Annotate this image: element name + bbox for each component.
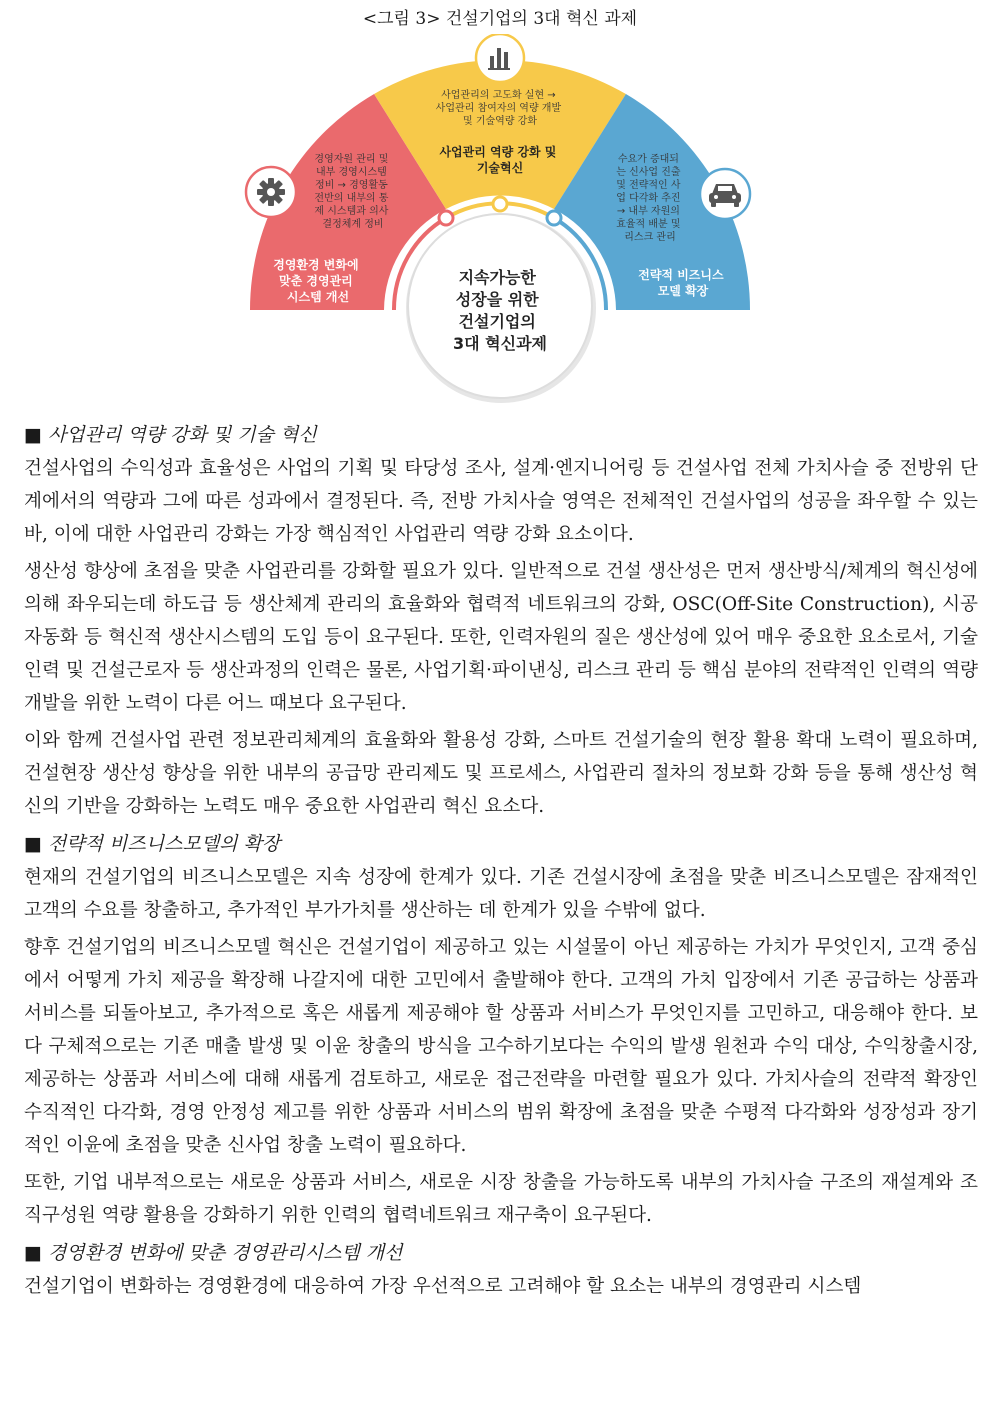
section-business-model <box>24 827 978 1232</box>
paragraph: 건설사업의 수익성과 효율성은 사업의 기획 및 타당성 조사, 설계·엔지니어링 등 건설사업 전체 가치사슬 중 전방위 단계에서의 역량과 그에 따른 성과에서 결정된다. 즉, 전방 가치사슬 영역은 전체적인 건설사업의 성공을 좌우할 수 있는바, 이에 대한 사업관리 강화는 가장 핵심적인 사업관리 역량 강화 요소이다. <box>24 458 979 545</box>
ring-dot-red <box>439 211 453 225</box>
title-line: 경영환경 변화에 <box>273 258 359 272</box>
innovation-diagram <box>240 34 760 404</box>
title-line: 시스템 개선 <box>286 290 350 304</box>
center-line: 성장을 위한 <box>455 290 539 309</box>
desc-line: 경영자원 관리 및 <box>314 154 389 165</box>
innovation-diagram-svg <box>240 34 760 404</box>
section-heading <box>24 418 978 452</box>
heading-marker: ■ <box>24 424 42 446</box>
desc-line: 전반의 내부의 통 <box>314 193 389 204</box>
article-body <box>24 418 978 1307</box>
section-heading <box>24 827 978 861</box>
desc-line: 정비 → 경영활동 <box>315 180 388 191</box>
heading-text: 전략적 비즈니스모델의 확장 <box>47 833 281 855</box>
heading-marker: ■ <box>24 1242 42 1264</box>
paragraph: 또한, 기업 내부적으로는 새로운 상품과 서비스, 새로운 시장 창출을 가능하도록 내부의 가치사슬 구조의 재설계와 조직구성원 역량 활용을 강화하기 위한 인력의 협력네트워크 재구축이 요구된다. <box>24 1172 978 1226</box>
ring-dot-blue <box>547 211 561 225</box>
desc-line: 결정체계 정비 <box>322 219 384 230</box>
desc-line: 사업관리 참여자의 역량 개발 <box>435 103 562 114</box>
figure-caption: <그림 3> 건설기업의 3대 혁신 과제 <box>362 9 638 29</box>
desc-line: 효율적 배분 및 <box>616 219 681 230</box>
gear-icon <box>257 178 285 206</box>
title-line: 기술혁신 <box>476 161 524 175</box>
desc-line: → 내부 자원의 <box>616 206 680 217</box>
paragraph: 이와 함께 건설사업 관련 정보관리체계의 효율화와 활용성 강화, 스마트 건설기술의 현장 활용 확대 노력이 필요하며, 건설현장 생산성 향상을 위한 내부의 공급망 관리제도 및 프로세스, 사업관리 절차의 정보화 강화 등을 통해 생산성 혁신의 기반을 강화하는 노력도 매우 중요한 사업관리 혁신 요소다. <box>24 730 978 817</box>
title-line: 전략적 비즈니스 <box>638 268 724 282</box>
desc-line: 업 다각화 추진 <box>616 193 681 204</box>
section-management-system <box>24 1236 978 1303</box>
paragraph: 향후 건설기업의 비즈니스모델 혁신은 건설기업이 제공하고 있는 시설물이 아닌 제공하는 가치가 무엇인지, 고객 중심에서 어떻게 가치 제공을 확장해 나갈지에 대한 고민에서 출발해야 한다. 고객의 가치 입장에서 기존 공급하는 상품과 서비스를 되돌아보고, 추가적으로 혹은 새롭게 제공해야 할 상품과 서비스가 무엇인지를 고민하고, 대응해야 한다. 보다 구체적으로는 기존 매출 발생 및 이윤 창출의 방식을 고수하기보다는 수익의 발생 원천과 수익 대상, 수익창출시장, 제공하는 상품과 서비스에 대해 새롭게 검토하고, 새로운 접근전략을 마련할 필요가 있다. 가치사슬의 전략적 확장인 수직적인 다각화, 경영 안정성 제고를 위한 상품과 서비스의 범위 확장에 초점을 맞춘 수평적 다각화와 성장성과 장기적인 이윤에 초점을 맞춘 신사업 창출 노력이 필요하다. <box>24 937 978 1156</box>
heading-text: 경영환경 변화에 맞춘 경영관리시스템 개선 <box>47 1242 403 1264</box>
desc-line: 사업관리의 고도화 실현 → <box>441 90 556 101</box>
heading-text: 사업관리 역량 강화 및 기술 혁신 <box>47 424 317 446</box>
title-line: 맞춘 경영관리 <box>279 274 353 288</box>
ring-dot-yellow <box>493 197 507 211</box>
car-badge <box>700 169 750 219</box>
desc-line: 및 전략적인 사 <box>616 180 681 191</box>
desc-line: 제 시스템과 의사 <box>314 206 389 217</box>
paragraph: 현재의 건설기업의 비즈니스모델은 지속 성장에 한계가 있다. 기존 건설시장에 초점을 맞춘 비즈니스모델은 잠재적인 고객의 수요를 창출하고, 추가적인 부가가치를 생산하는 데 한계가 있을 수밖에 없다. <box>24 867 978 921</box>
paragraph: 건설기업이 변화하는 경영환경에 대응하여 가장 우선적으로 고려해야 할 요소는 내부의 경영관리 시스템 <box>24 1276 862 1297</box>
paragraph: 생산성 향상에 초점을 맞춘 사업관리를 강화할 필요가 있다. 일반적으로 건설 생산성은 먼저 생산방식/체계의 혁신성에 의해 좌우되는데 하도급 등 생산체계 관리의 효율화와 협력적 네트워크의 강화, OSC(Off-Site Construction), 시공자동화 등 혁신적 생산시스템의 도입 등이 요구된다. 또한, 인력자원의 질은 생산성에 있어 매우 중요한 요소로서, 기술인력 및 건설근로자 등 생산과정의 인력은 물론, 사업기획·파이낸싱, 리스크 관리 등 핵심 분야의 전략적인 인력의 역량 개발을 위한 노력이 다른 어느 때보다 요구된다. <box>24 561 978 714</box>
center-line: 3대 혁신과제 <box>453 334 547 353</box>
title-line: 사업관리 역량 강화 및 <box>439 145 557 159</box>
chart-badge <box>476 34 524 82</box>
desc-line: 는 신사업 진출 <box>616 167 681 178</box>
gear-badge <box>246 167 296 217</box>
center-line: 지속가능한 <box>458 268 536 287</box>
desc-line: 및 기술역량 강화 <box>463 116 537 127</box>
heading-marker: ■ <box>24 833 42 855</box>
center-line: 건설기업의 <box>458 312 536 331</box>
title-line: 모델 확장 <box>657 284 709 298</box>
section-heading <box>24 1236 978 1270</box>
section-project-management <box>24 418 978 823</box>
desc-line: 내부 경영시스템 <box>316 167 387 178</box>
desc-line: 수요가 증대되 <box>617 154 679 165</box>
desc-line: 리스크 관리 <box>624 232 676 243</box>
